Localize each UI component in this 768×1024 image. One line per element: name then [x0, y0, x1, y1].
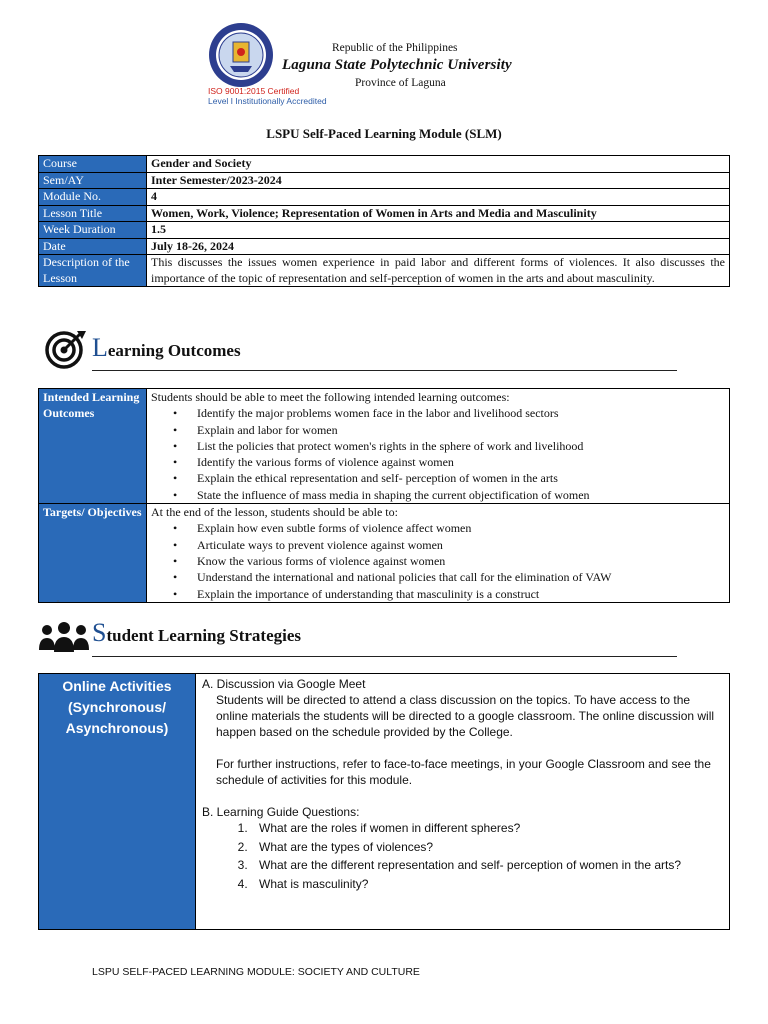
list-item: • Identify the various forms of violence against women: [197, 454, 725, 470]
course-label: Course: [39, 156, 147, 173]
table-row: [39, 389, 730, 504]
university-seal-logo: [208, 22, 274, 88]
section-divider: [92, 370, 677, 371]
table-row: [39, 238, 730, 255]
list-item: 1. What are the roles if women in different spheres?: [251, 820, 723, 836]
outcomes-table: [38, 388, 730, 603]
province-line: Province of Laguna: [355, 77, 446, 89]
discussion-paragraph-1: Students will be directed to attend a class discussion on the topics. To have access to the online materials the students will be directed to a google classroom. The online discussion will happen based on the schedule provided by the College.: [216, 693, 715, 739]
date-value: July 18-26, 2024: [147, 238, 730, 255]
list-item: • Explain the importance of understanding that masculinity is a construct: [197, 586, 725, 602]
discussion-paragraph-2: For further instructions, refer to face-to-face meetings, in your Google Classroom and see the schedule of activities for this module.: [216, 757, 711, 787]
table-row: [39, 674, 730, 930]
heading-initial: L: [92, 333, 108, 362]
week-duration-value: 1.5: [147, 222, 730, 239]
list-item: • Articulate ways to prevent violence against women: [197, 537, 725, 553]
strategies-body: [196, 674, 730, 930]
list-item: • List the policies that protect women's rights in the sphere of work and livelihood: [197, 438, 725, 454]
table-row: [39, 205, 730, 222]
lesson-title-value: Women, Work, Violence; Representation of Women in Arts and Media and Masculinity: [147, 205, 730, 222]
heading-rest: earning Outcomes: [107, 341, 241, 360]
ilo-intro: Students should be able to meet the following intended learning outcomes:: [151, 390, 510, 404]
list-item: 4. What is masculinity?: [251, 876, 723, 892]
targets-intro: At the end of the lesson, students should be able to:: [151, 505, 398, 520]
list-item: • Know the various forms of violence against women: [197, 553, 725, 569]
targets-label: Targets/ Objectives: [39, 504, 147, 603]
list-item: 3. What are the different representation and self- perception of women in the arts?: [251, 857, 723, 873]
module-no-value: 4: [147, 189, 730, 206]
list-item: • Explain how even subtle forms of violence affect women: [197, 520, 725, 536]
description-value: This discusses the issues women experience in paid labor and different forms of violences. It also discusses the importance of the topic of representation and self-perception of women in the arts and about masculinity.: [147, 255, 730, 287]
list-item: 2. What are the types of violences?: [251, 839, 723, 855]
learning-outcomes-heading: [92, 333, 241, 363]
heading-initial: S: [92, 618, 107, 647]
date-label: Date: [39, 238, 147, 255]
section-divider: [92, 656, 677, 657]
students-group-icon: [38, 620, 90, 654]
targets-list: [151, 520, 725, 601]
description-label: Description of the Lesson: [39, 255, 147, 287]
iso-certification: ISO 9001:2015 Certified: [208, 86, 300, 96]
table-row: [39, 172, 730, 189]
heading-rest: tudent Learning Strategies: [106, 626, 302, 645]
sem-value: Inter Semester/2023-2024: [147, 172, 730, 189]
target-icon: [44, 329, 88, 369]
module-title: LSPU Self-Paced Learning Module (SLM): [266, 126, 502, 141]
online-activities-label: Online Activities (Synchronous/ Asynchronous): [39, 674, 196, 930]
list-item: • Explain the ethical representation and self- perception of women in the arts: [197, 470, 725, 486]
republic-line: Republic of the Philippines: [332, 42, 458, 54]
table-row: [39, 504, 730, 603]
list-item: • Understand the international and national policies that call for the elimination of VAW: [197, 569, 725, 585]
course-value: Gender and Society: [147, 156, 730, 173]
sem-label: Sem/AY: [39, 172, 147, 189]
ilo-cell: [147, 389, 730, 504]
ilo-label: Intended Learning Outcomes: [39, 389, 147, 504]
list-item: • Explain and labor for women: [197, 422, 725, 438]
targets-cell: [147, 504, 730, 603]
university-name: Laguna State Polytechnic University: [282, 57, 512, 73]
decorative-dots: ¨: [56, 600, 60, 609]
table-row: [39, 156, 730, 173]
guide-questions-title: B. Learning Guide Questions:: [202, 805, 360, 819]
learning-strategies-heading: [92, 618, 301, 648]
accreditation-level: Level I Institutionally Accredited: [208, 96, 327, 106]
table-row: [39, 222, 730, 239]
module-no-label: Module No.: [39, 189, 147, 206]
list-item: • Identify the major problems women face in the labor and livelihood sectors: [197, 405, 725, 421]
table-row: [39, 189, 730, 206]
strategies-table: [38, 673, 730, 930]
list-item: • State the influence of mass media in shaping the current objectification of women: [197, 487, 725, 503]
page-footer: LSPU SELF-PACED LEARNING MODULE: SOCIETY AND CULTURE: [92, 966, 420, 978]
table-row: [39, 255, 730, 287]
guide-questions-list: [202, 820, 723, 892]
lesson-title-label: Lesson Title: [39, 205, 147, 222]
week-duration-label: Week Duration: [39, 222, 147, 239]
discussion-title: A. Discussion via Google Meet: [202, 677, 366, 691]
ilo-list: [151, 405, 725, 503]
course-info-table: [38, 155, 730, 287]
